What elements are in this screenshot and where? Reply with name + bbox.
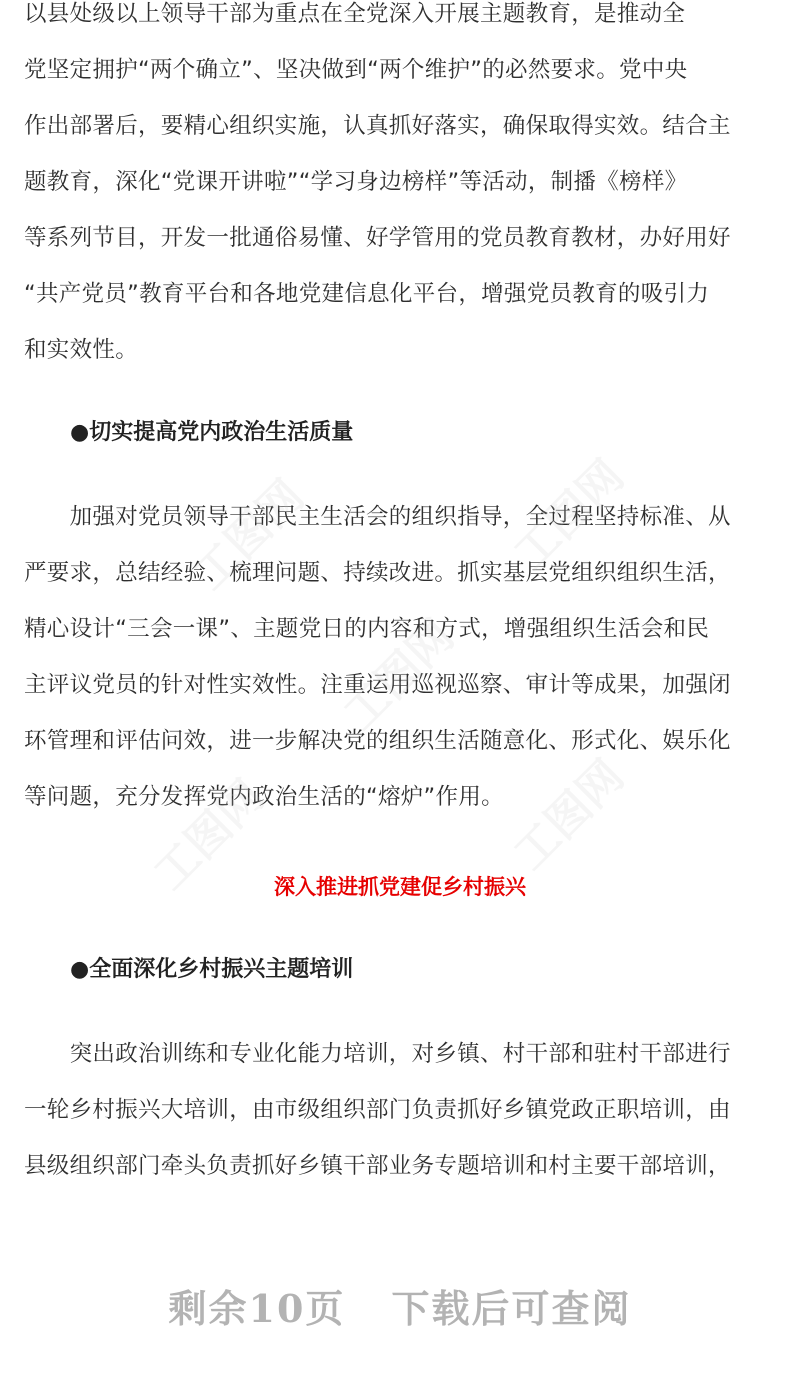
- paragraph-line: 主评议党员的针对性实效性。注重运用巡视巡察、审计等成果，加强闭: [24, 672, 731, 698]
- paragraph-line: 题教育，深化“党课开讲啦”“学习身边榜样”等活动，制播《榜样》: [24, 169, 688, 195]
- paragraph-line: 严要求，总结经验、梳理问题、持续改进。抓实基层党组织组织生活，: [24, 560, 731, 586]
- paragraph-line: 作出部署后，要精心组织实施，认真抓好落实，确保取得实效。结合主: [24, 113, 731, 139]
- paragraph-line: 和实效性。: [24, 337, 139, 363]
- watermark: 工图网: [504, 450, 634, 580]
- paragraph-line: 一轮乡村振兴大培训，由市级组织部门负责抓好乡镇党政正职培训，由: [24, 1097, 731, 1123]
- paragraph-line: 环管理和评估问效，进一步解决党的组织生活随意化、形式化、娱乐化: [24, 728, 731, 754]
- paragraph-line: 以县处级以上领导干部为重点在全党深入开展主题教育，是推动全: [24, 1, 686, 27]
- watermark: 工图网: [334, 610, 464, 740]
- paragraph-line: 等系列节目，开发一批通俗易懂、好学管用的党员教育教材，办好用好: [24, 225, 731, 251]
- paragraph-line: 突出政治训练和专业化能力培训，对乡镇、村干部和驻村干部进行: [24, 1041, 731, 1067]
- section-title-rural-revitalization: 深入推进抓党建促乡村振兴: [274, 875, 526, 899]
- bullet-heading-political-life: ●切实提高党内政治生活质量: [70, 420, 354, 445]
- watermark: 工图网: [184, 470, 314, 600]
- watermark: 工图网: [504, 750, 634, 880]
- remaining-pages-notice: [0, 1278, 800, 1333]
- paragraph-line: 党坚定拥护“两个确立”、坚决做到“两个维护”的必然要求。党中央: [24, 57, 688, 83]
- paragraph-line: 县级组织部门牵头负责抓好乡镇干部业务专题培训和村主要干部培训，: [24, 1153, 731, 1179]
- paragraph-line: 加强对党员领导干部民主生活会的组织指导，全过程坚持标准、从: [24, 504, 731, 530]
- paragraph-rural-training: [24, 1026, 776, 1194]
- paragraph-political-life: [24, 489, 776, 825]
- paragraph-line: “共产党员”教育平台和各地党建信息化平台，增强党员教育的吸引力: [24, 281, 710, 307]
- remaining-pages-text: 剩余10页: [168, 1286, 346, 1331]
- bullet-heading-rural-training: ●全面深化乡村振兴主题培训: [70, 957, 354, 982]
- paragraph-line: 精心设计“三会一课”、主题党日的内容和方式，增强组织生活会和民: [24, 616, 710, 642]
- download-to-view-text: 下载后可查阅: [391, 1286, 632, 1331]
- paragraph-party-education: [24, 0, 776, 378]
- paragraph-line: 等问题，充分发挥党内政治生活的“熔炉”作用。: [24, 784, 504, 810]
- watermark: 工图网: [144, 770, 274, 900]
